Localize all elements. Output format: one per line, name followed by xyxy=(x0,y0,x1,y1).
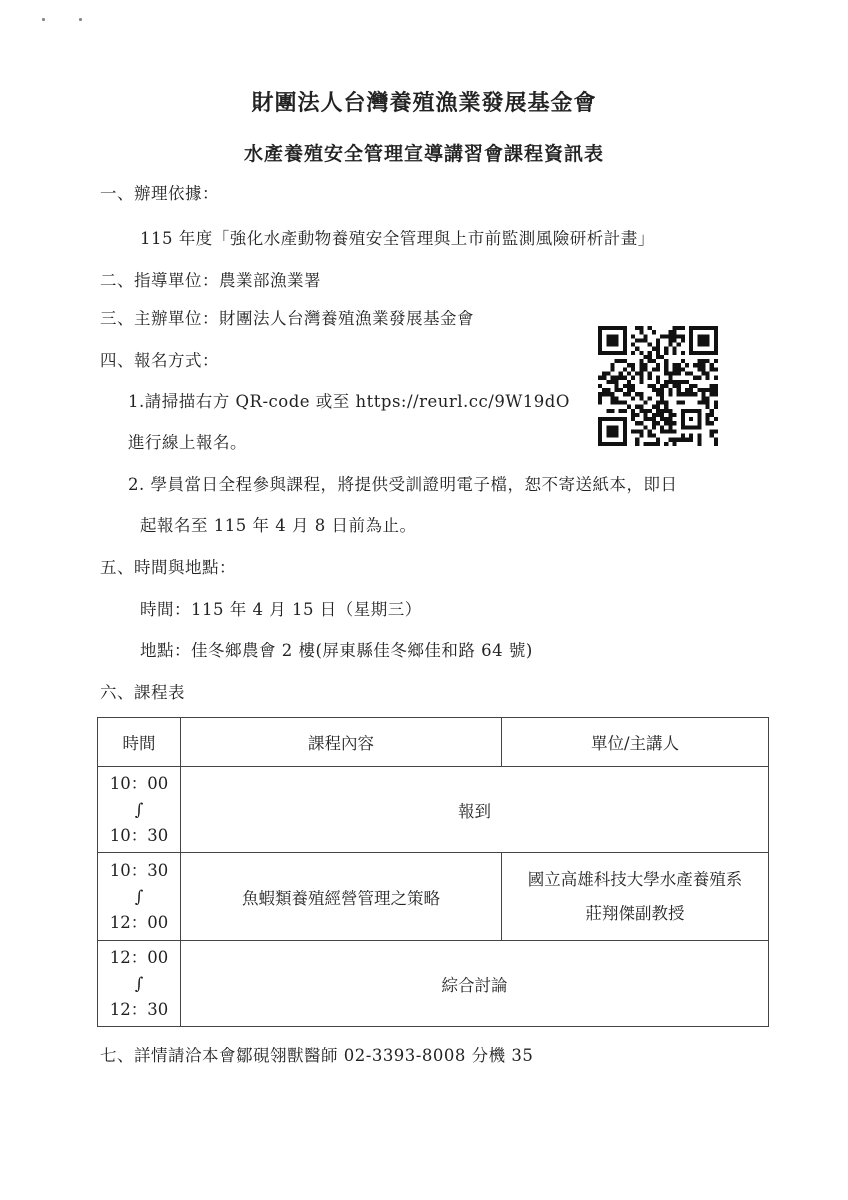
time-start: 10：30 xyxy=(109,860,169,880)
registration-item-2-line-2: 起報名至 115 年 4 月 8 日前為止。 xyxy=(140,516,417,535)
course-schedule-table xyxy=(97,717,769,1027)
section-5-heading: 五、時間與地點： xyxy=(100,558,236,577)
section-3: 三、主辦單位：財團法人台灣養殖漁業發展基金會 xyxy=(100,309,474,328)
time-end: 12：00 xyxy=(109,912,169,932)
document-title: 水產養殖安全管理宣導講習會課程資訊表 xyxy=(243,143,604,165)
speaker-name: 莊翔傑副教授 xyxy=(585,903,685,923)
header-time: 時間 xyxy=(98,718,181,767)
time-start: 10：00 xyxy=(109,773,169,793)
content-cell: 綜合討論 xyxy=(181,941,769,1027)
event-place: 地點：佳冬鄉農會 2 樓(屏東縣佳冬鄉佳和路 64 號) xyxy=(140,641,533,660)
table-row xyxy=(98,853,769,941)
time-separator: ∫ xyxy=(134,886,144,906)
qr-code-icon[interactable] xyxy=(598,326,718,446)
time-cell xyxy=(98,853,181,941)
time-separator: ∫ xyxy=(134,799,144,819)
time-cell xyxy=(98,767,181,853)
header-speaker: 單位/主講人 xyxy=(502,718,769,767)
section-2: 二、指導單位：農業部漁業署 xyxy=(100,271,321,290)
scan-mark xyxy=(42,18,45,21)
table-row xyxy=(98,941,769,1027)
table-row xyxy=(98,767,769,853)
registration-item-1-line-2: 進行線上報名。 xyxy=(128,433,247,452)
time-end: 12：30 xyxy=(109,999,169,1019)
header-content: 課程內容 xyxy=(181,718,502,767)
section-1-body: 115 年度「強化水產動物養殖安全管理與上市前監測風險研析計畫」 xyxy=(140,229,655,248)
content-cell: 報到 xyxy=(181,767,769,853)
time-separator: ∫ xyxy=(134,973,144,993)
time-cell xyxy=(98,941,181,1027)
section-1-heading: 一、辦理依據： xyxy=(100,184,219,203)
event-time: 時間：115 年 4 月 15 日（星期三） xyxy=(140,600,422,619)
content-cell: 魚蝦類養殖經營管理之策略 xyxy=(181,853,502,941)
speaker-affiliation: 國立高雄科技大學水產養殖系 xyxy=(527,869,743,889)
section-4-heading: 四、報名方式： xyxy=(100,351,219,370)
section-6-heading: 六、課程表 xyxy=(100,683,185,702)
time-end: 10：30 xyxy=(109,825,169,845)
organization-title: 財團法人台灣養殖漁業發展基金會 xyxy=(251,90,597,116)
scan-mark xyxy=(79,18,82,21)
speaker-cell xyxy=(502,853,769,941)
section-7-contact: 七、詳情請洽本會鄒硯翎獸醫師 02-3393-8008 分機 35 xyxy=(100,1046,534,1065)
time-start: 12：00 xyxy=(109,947,169,967)
registration-item-2-line-1: 2. 學員當日全程參與課程，將提供受訓證明電子檔，恕不寄送紙本，即日 xyxy=(128,475,678,494)
registration-item-1-line-1: 1.請掃描右方 QR-code 或至 https://reurl.cc/9W19dO xyxy=(128,392,570,411)
